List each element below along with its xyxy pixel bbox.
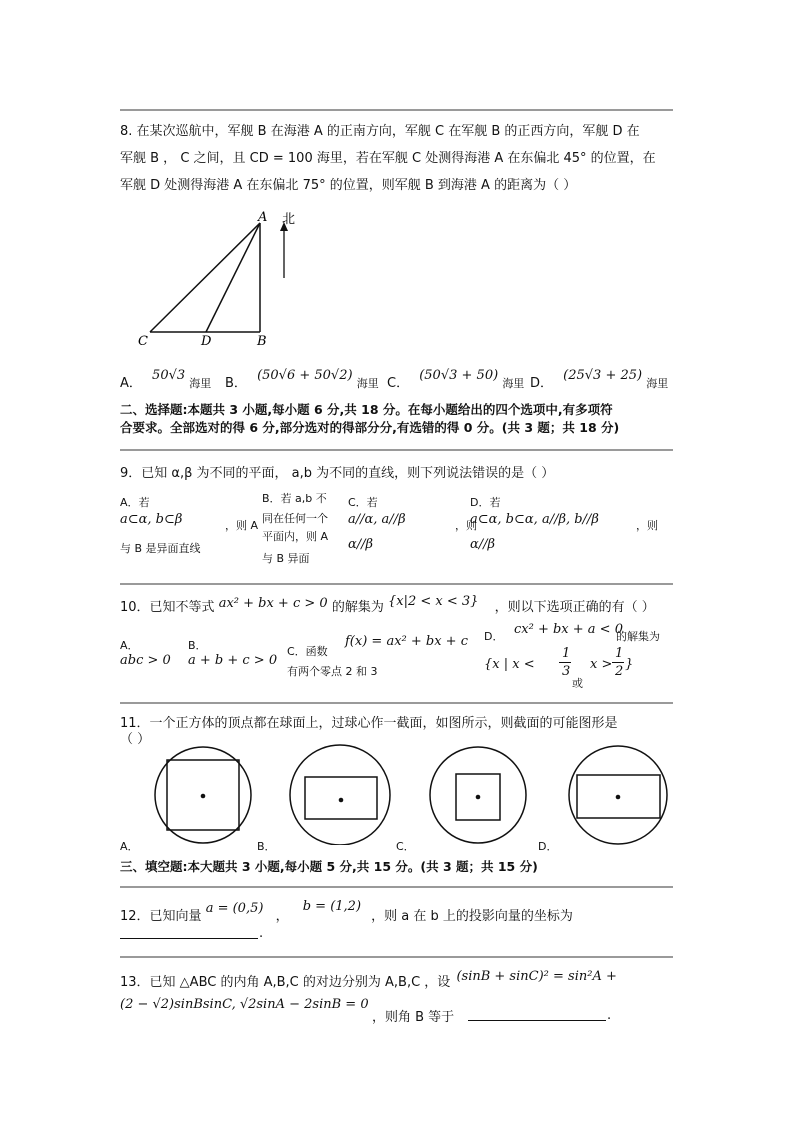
q8-label-B: B [257, 334, 267, 349]
q11-stem: 11．一个正方体的顶点都在球面上，过球心作一截面，如图所示，则截面的可能图形是 [120, 716, 618, 731]
q8-option-d[interactable]: D． (25√3 + 25) 海里 [530, 368, 669, 391]
q11-figures [140, 740, 680, 845]
q8-label-A: A [258, 210, 268, 225]
q11-figure-a [155, 747, 251, 843]
q9-stem: 9．已知 α,β 为不同的平面， a,b 为不同的直线，则下列说法错误的是（ ） [120, 466, 555, 481]
q13-stem: 13．已知 △ABC 的内角 A,B,C 的对边分别为 A,B,C ，设 (sinB + sinC)² = sin²A + [120, 969, 617, 990]
q8-option-a[interactable]: A． 50√3 海里 [120, 368, 212, 391]
q11-figure-c [430, 747, 526, 843]
q11-option-d[interactable]: D． [538, 840, 558, 853]
q8-label-north: 北 [282, 212, 296, 227]
q11-option-b[interactable]: B． [257, 840, 276, 853]
section2-header-line2: 合要求。全部选对的得 6 分,部分选对的得部分分,有选错的得 0 分。(共 3 题；共 18 分) [120, 420, 620, 435]
q8-label-C: C [138, 334, 148, 349]
q12-stem: 12．已知向量 a = (0,5) ， b = (1,2) ，则 a 在 b 上的投影向量的坐标为 [120, 899, 573, 924]
q12-answer-blank[interactable] [120, 938, 258, 939]
q13-stem-tail: ，则角 B 等于 [372, 1010, 455, 1025]
q11-option-c[interactable]: C． [396, 840, 415, 853]
q13-answer-blank[interactable] [468, 1020, 606, 1021]
divider [120, 702, 673, 704]
q8-stem-line3: 军舰 D 处测得海港 A 在东偏北 75° 的位置，则军舰 B 到海港 A 的距离为（ ） [120, 178, 577, 193]
divider [120, 449, 673, 451]
divider [120, 956, 673, 958]
divider [120, 109, 673, 111]
q8-stem-line2: 军舰 B ， C 之间，且 CD = 100 海里，若在军舰 C 处测得海港 A 在东偏北 45° 的位置，在 [120, 151, 656, 166]
q11-figure-d [569, 746, 667, 844]
q13-equation: (2 − √2)sinBsinC, √2sinA − 2sinB = 0 [120, 997, 369, 1012]
q11-figure-b [290, 745, 390, 845]
vector-a: a = (0,5) [205, 901, 264, 916]
section2-header-line1: 二、选择题:本题共 3 小题,每小题 6 分,共 18 分。在每小题给出的四个选项中,有多项符 [120, 402, 613, 417]
vector-b: b = (1,2) [302, 899, 362, 914]
divider [120, 583, 673, 585]
q8-figure [130, 205, 310, 350]
q11-stem-paren: （ ） [120, 732, 151, 747]
q8-label-D: D [201, 334, 212, 349]
q8-option-c[interactable]: C． (50√3 + 50) 海里 [387, 368, 525, 391]
q8-option-b[interactable]: B． (50√6 + 50√2) 海里 [225, 368, 379, 391]
divider [120, 886, 673, 888]
q12-end: . [259, 926, 264, 941]
section3-header: 三、填空题:本大题共 3 小题,每小题 5 分,共 15 分。(共 3 题；共 15 分) [120, 859, 538, 874]
q13-end: . [607, 1008, 612, 1023]
q11-option-a[interactable]: A． [120, 840, 139, 853]
q10-stem: 10．已知不等式 ax² + bx + c > 0 的解集为 {x|2 < x < 3} ，则以下选项正确的有（ ） [120, 594, 655, 615]
q8-stem-line1: 8. 在某次巡航中，军舰 B 在海港 A 的正南方向，军舰 C 在军舰 B 的正西方向，军舰 D 在 [120, 124, 640, 139]
